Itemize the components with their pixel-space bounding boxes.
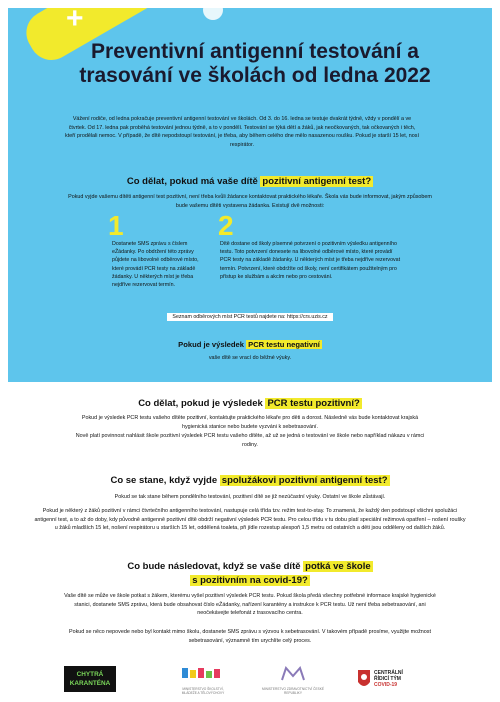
crt-line-2: ŘÍDICÍ TÝM <box>374 676 401 682</box>
heading-text: Pokud je výsledek <box>178 340 244 349</box>
option-2-number: 2 <box>218 210 234 241</box>
positive-antigen-paragraph: Pokud vyjde vašemu dítěti antigenní test pozitivní, není třeba kvůli žádance kontaktovat praktického lékaře. Škola vás bude informovat, jakým způsobem bude vašemu dítěti vystavena žádanka. Existují dvě možnosti: <box>68 194 432 209</box>
classmate-positive-paragraph-2: Pokud je některý z žáků pozitivní v rámci čtvrtečního antigenního testování, nastupuje celá třída tzv. režim test-to-stay. To znamená, že každý den podstoupí všichni spolužáci antigenní test, a to až do doby, kdy původně antigenně pozitivní dítě obdrží negativní výsledek PCR testu. Pro celou třídu v tu dobu platí speciální režimová opatření – nošení roušky u žáků mladších 15 let, nošení respirátoru u starších 15 let, oddělená toaleta, při jídle rozestup alespoň 1,5 metru od ostatních a děti jsou odděleny od dalších žáků. <box>34 508 466 531</box>
lion-emblem-icon <box>356 668 372 690</box>
testing-sites-note <box>0 313 500 321</box>
heading-text: Co dělat, pokud má vaše dítě <box>126 176 258 187</box>
positive-pcr-paragraph-1: Pokud je výsledek PCR testu vašeho dítěte pozitivní, kontaktujte praktického lékaře pro děti a dorost. Následně vás bude kontaktovat krajská hygienická stanice nebo budete vyzváni k sebetrasování. <box>81 415 419 430</box>
logo-line-1: CHYTRÁ <box>76 671 104 678</box>
section-negative-pcr-heading <box>0 340 500 349</box>
contact-at-school-paragraph-1: Vaše dítě se může ve škole potkat s žákem, kterému vyšel pozitivní výsledek PCR testu. Pokud škola předá všechny potřebné informace krajské hygienické stanici, dostanete SMS zprávu, která bude obsahovat číslo eŽádanky, nařízení karantény a instrukce k PCR testu. Už není třeba sebetrasování, ani neočekávejte telefonát z trasovacího centra. <box>64 593 436 616</box>
page-title: Preventivní antigenní testování a trasování ve školách od ledna 2022 <box>79 40 431 87</box>
testing-sites-link-text[interactable]: Seznam odběrových míst PCR testů najdete na: https://crs.uzis.cz <box>167 313 332 321</box>
option-1-number: 1 <box>108 210 124 241</box>
svg-text:+: + <box>66 8 84 35</box>
option-1-text: Dostanete SMS zprávu s číslem eŽádanky. Po obdržení této zprávy půjdete na libovolné odběrové místo, které provádí PCR testy na základě žádanky. U některých míst je třeba nejdříve rezervovat termín. <box>112 241 199 289</box>
heading-highlight-2: s pozitivním na covid-19? <box>192 575 308 586</box>
msmt-emblem-icon <box>178 666 228 682</box>
crt-logo <box>356 666 436 692</box>
mzd-caption: MINISTERSTVO ZDRAVOTNICTVÍ ČESKÉ REPUBLIKY <box>262 687 324 695</box>
positive-pcr-paragraph-2: Nově platí povinnost nahlásit škole pozitivní výsledek PCR testu vašeho dítěte, až už se jedná o testování ve škole nebo například nákazu v rámci rodiny. <box>75 433 425 448</box>
option-2-text: Dítě dostane od školy písemné potvrzení o pozitivním výsledku antigenního testu. Toto potvrzení donesete na libovolné odběrové místo, které provádí PCR testy na základě žádanky. U některých míst je třeba nejdříve rezervovat termín. Potvrzení, které obdržíte od školy, není certifikátem použitelným pro přístup ke službám a akcím nebo pro cestování. <box>220 241 401 280</box>
heading-text: Co bude následovat, když se vaše dítě <box>127 561 301 572</box>
logo-line-2: KARANTÉNA <box>69 680 111 687</box>
heading-highlight: PCR testu pozitivní? <box>267 398 360 409</box>
heading-text: Co dělat, pokud je výsledek <box>138 398 263 409</box>
section-positive-pcr-heading <box>0 398 500 409</box>
crt-text <box>374 670 403 688</box>
section-positive-antigen-heading <box>0 176 500 187</box>
msmt-logo <box>178 666 228 695</box>
crt-line-3: COVID-19 <box>374 682 398 688</box>
intro-paragraph: Vážení rodiče, od ledna pokračuje preventivní antigenní testování ve školách. Od 3. do 16. ledna se testuje dvakrát týdně, vždy v pondělí a ve čtvrtek. Od 17. ledna pak proběhá testování jednou týdně, a to v pondělí. Testování se týká dětí a žáků, jak neočkovaných, tak očkovaných i těch, kteří prodělali nemoc. V případě, že dítě nepodstoupí testování, je třeba, aby během celého dne mělo nasazenou roušku. Pokud je starší 15 let, nosí respirátor. <box>65 116 419 148</box>
heading-highlight: pozitivní antigenní test? <box>262 176 372 187</box>
section-classmate-positive-heading <box>0 475 500 486</box>
section-contact-at-school-heading <box>0 560 500 588</box>
heading-text: Co se stane, když vyjde <box>110 475 218 486</box>
crt-line-1: CENTRÁLNÍ <box>374 670 403 676</box>
msmt-caption: MINISTERSTVO ŠKOLSTVÍ, MLÁDEŽE A TĚLOVÝCHOVY <box>181 687 225 695</box>
heading-highlight: PCR testu negativní <box>248 340 320 349</box>
mzd-emblem-icon <box>262 666 324 682</box>
chytra-karantena-logo <box>64 666 116 692</box>
classmate-positive-paragraph-1: Pokud se tak stane během pondělního testování, pozitivní dítě se již nezúčastní výuky. Ostatní ve škole zůstávají. <box>114 494 386 500</box>
negative-pcr-text: vaše dítě se vrací do běžné výuky. <box>208 355 292 361</box>
heading-highlight-1: potká ve škole <box>305 561 371 572</box>
mzd-logo <box>262 666 324 695</box>
heading-highlight: spolužákovi pozitivní antigenní test? <box>221 475 388 486</box>
contact-at-school-paragraph-2: Pokud se něco nepovede nebo byl kontakt mimo školu, dostanete SMS zprávu s výzvou k sebetrasování. V takovém případě prosíme, využijte možnost sebetrasování, významně tím urychlíte celý proces. <box>69 629 431 644</box>
